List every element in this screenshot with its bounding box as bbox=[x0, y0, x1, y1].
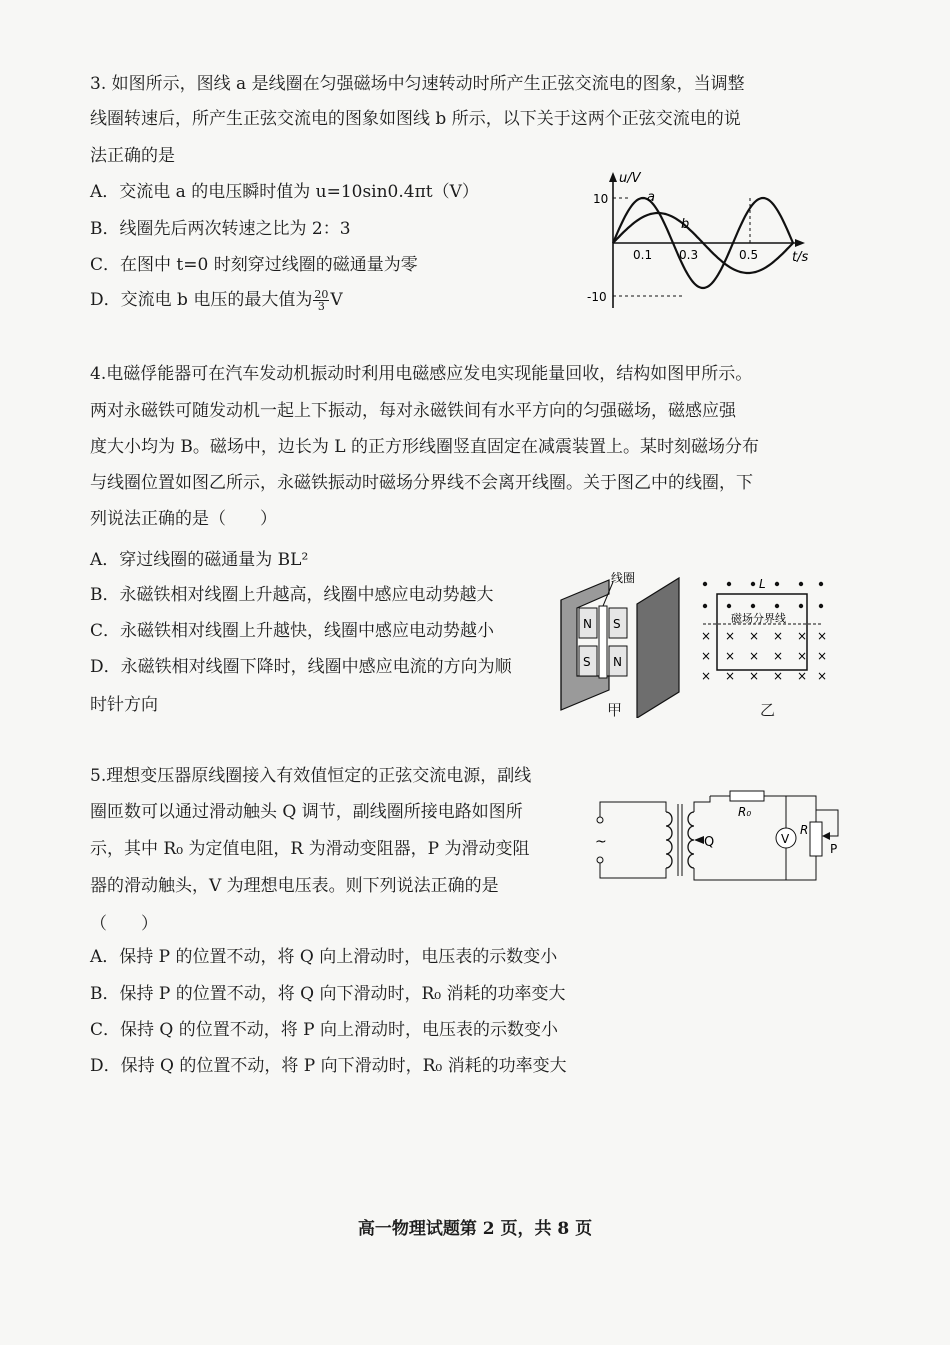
right-plate bbox=[637, 578, 679, 718]
field-dot bbox=[819, 604, 823, 608]
x-tick-0.3: 0.3 bbox=[679, 248, 699, 262]
field-cross: × bbox=[797, 649, 808, 663]
wire-r0-right bbox=[764, 796, 816, 822]
q3-option-b: B．线圈先后两次转速之比为 2：3 bbox=[90, 219, 351, 239]
l-label: L bbox=[759, 577, 766, 591]
wire-bottom bbox=[710, 856, 816, 880]
q5-option-d: D．保持 Q 的位置不动，将 P 向下滑动时，R₀ 消耗的功率变大 bbox=[90, 1056, 567, 1076]
q5-stem-line-1: 5.理想变压器原线圈接入有效值恒定的正弦交流电源，副线 bbox=[90, 766, 532, 786]
x-tick-0.5: 0.5 bbox=[739, 248, 759, 262]
q5-stem-line-3: 示，其中 R₀ 为定值电阻，R 为滑动变阻器，P 为滑动变阻 bbox=[90, 839, 530, 859]
fraction-denominator: 3 bbox=[317, 300, 325, 313]
field-cross: × bbox=[701, 629, 712, 643]
field-cross: × bbox=[749, 669, 760, 683]
q5-option-b: B．保持 P 的位置不动，将 Q 向下滑动时，R₀ 消耗的功率变大 bbox=[90, 984, 566, 1004]
field-cross: × bbox=[773, 669, 784, 683]
q3-graph bbox=[585, 168, 815, 313]
q3-stem-line-2: 线圈转速后，所产生正弦交流电的图象如图线 b 所示，以下关于这两个正弦交流电的说 bbox=[90, 109, 741, 129]
field-dot bbox=[799, 582, 803, 586]
slider-p bbox=[822, 832, 830, 840]
boundary-label: 磁场分界线 bbox=[731, 612, 786, 625]
field-dot bbox=[775, 582, 779, 586]
field-cross: × bbox=[725, 669, 736, 683]
x-axis-label: t/s bbox=[792, 250, 809, 265]
q3-stem-line-1: 3. 如图所示，图线 a 是线圈在匀强磁场中匀速转动时所产生正弦交流电的图象，当调整 bbox=[90, 74, 745, 94]
field-cross: × bbox=[725, 629, 736, 643]
q3-option-c: C．在图中 t=0 时刻穿过线圈的磁通量为零 bbox=[90, 255, 418, 275]
field-cross: × bbox=[749, 629, 760, 643]
field-cross: × bbox=[817, 669, 828, 683]
field-cross: × bbox=[701, 649, 712, 663]
q5-stem-line-2: 圈匝数可以通过滑动触头 Q 调节，副线圈所接电路如图所 bbox=[90, 802, 523, 822]
coil bbox=[599, 606, 607, 678]
terminal-bottom bbox=[597, 857, 603, 863]
field-dot bbox=[819, 582, 823, 586]
curve-a-label: a bbox=[647, 190, 655, 205]
field-cross: × bbox=[773, 629, 784, 643]
q3-option-a: A．交流电 a 的电压瞬时值为 u=10sin0.4πt（V） bbox=[90, 182, 479, 202]
q5-stem-line-4: 器的滑动触头，V 为理想电压表。则下列说法正确的是 bbox=[90, 876, 499, 896]
label-p: P bbox=[830, 842, 838, 856]
rheostat-r bbox=[810, 822, 822, 856]
fig-yi-caption: 乙 bbox=[760, 701, 776, 719]
q4-option-a: A．穿过线圈的磁通量为 BL² bbox=[90, 550, 309, 570]
fraction-numerator: 20 bbox=[314, 288, 329, 301]
primary-wire-top bbox=[600, 802, 666, 817]
field-cross: × bbox=[797, 669, 808, 683]
q3-stem-line-3: 法正确的是 bbox=[90, 146, 175, 166]
field-cross: × bbox=[701, 669, 712, 683]
field-dot bbox=[775, 604, 779, 608]
field-dot bbox=[727, 582, 731, 586]
q4-option-c: C．永磁铁相对线圈上升越快，线圈中感应电动势越小 bbox=[90, 621, 495, 641]
q4-stem-line-1: 4.电磁俘能器可在汽车发动机振动时利用电磁感应发电实现能量回收，结构如图甲所示。 bbox=[90, 364, 753, 384]
field-marks bbox=[701, 582, 827, 683]
label-s-left: S bbox=[583, 655, 591, 669]
field-dot bbox=[727, 604, 731, 608]
q3-option-d-text: D．交流电 b 电压的最大值为 bbox=[90, 290, 313, 310]
field-dot bbox=[703, 582, 707, 586]
label-r: R bbox=[800, 823, 809, 837]
slider-q bbox=[694, 836, 704, 844]
label-r0: R₀ bbox=[738, 805, 752, 819]
q4-option-d: D．永磁铁相对线圈下降时，线圈中感应电流的方向为顺 bbox=[90, 657, 512, 677]
primary-wire-bottom bbox=[600, 863, 666, 878]
terminal-top bbox=[597, 817, 603, 823]
q5-stem-line-5: （ ） bbox=[90, 914, 158, 934]
y-tick-10: 10 bbox=[593, 192, 609, 206]
label-q: Q bbox=[704, 835, 715, 850]
q4-stem-line-4: 与线圈位置如图乙所示，永磁铁振动时磁场分界线不会离开线圈。关于图乙中的线圈，下 bbox=[90, 473, 753, 493]
fig-jia-caption: 甲 bbox=[607, 701, 623, 719]
q5-option-a: A．保持 P 的位置不动，将 Q 向上滑动时，电压表的示数变小 bbox=[90, 947, 558, 967]
field-cross: × bbox=[817, 629, 828, 643]
label-s-right: S bbox=[613, 617, 621, 631]
field-dot bbox=[799, 604, 803, 608]
y-axis-label: u/V bbox=[619, 171, 641, 186]
q5-circuit bbox=[590, 790, 860, 890]
q5-option-c: C．保持 Q 的位置不动，将 P 向上滑动时，电压表的示数变小 bbox=[90, 1020, 558, 1040]
field-cross: × bbox=[817, 649, 828, 663]
field-cross: × bbox=[797, 629, 808, 643]
field-dot bbox=[703, 604, 707, 608]
x-axis-arrow bbox=[795, 239, 805, 247]
q4-fig-jia bbox=[555, 568, 695, 718]
label-v: V bbox=[781, 832, 790, 846]
resistor-r0 bbox=[730, 791, 764, 801]
q4-stem-line-5: 列说法正确的是（ ） bbox=[90, 509, 277, 529]
y-tick-neg10: -10 bbox=[587, 290, 607, 304]
primary-coil bbox=[666, 812, 672, 868]
q4-option-b: B．永磁铁相对线圈上升越高，线圈中感应电动势越大 bbox=[90, 585, 494, 605]
q4-fig-yi bbox=[695, 572, 830, 687]
fraction-unit: V bbox=[330, 290, 343, 310]
field-cross: × bbox=[773, 649, 784, 663]
y-axis-arrow bbox=[609, 172, 617, 182]
q4-stem-line-2: 两对永磁铁可随发动机一起上下振动，每对永磁铁间有水平方向的匀强磁场，磁感应强 bbox=[90, 401, 736, 421]
coil-label: 线圈 bbox=[611, 571, 636, 585]
secondary-bottom bbox=[694, 868, 710, 880]
secondary-top bbox=[694, 796, 710, 812]
curve-b-label: b bbox=[681, 217, 690, 232]
field-cross: × bbox=[725, 649, 736, 663]
field-dot bbox=[751, 604, 755, 608]
secondary-coil bbox=[688, 812, 694, 868]
field-dot bbox=[751, 582, 755, 586]
label-n-right: N bbox=[613, 655, 622, 669]
q4-option-d-cont: 时针方向 bbox=[90, 695, 158, 715]
fraction bbox=[313, 289, 329, 312]
label-n-left: N bbox=[583, 617, 592, 631]
page-footer: 高一物理试题第 2 页，共 8 页 bbox=[357, 1219, 593, 1239]
x-tick-0.1: 0.1 bbox=[633, 248, 653, 262]
q4-stem-line-3: 度大小均为 B。磁场中，边长为 L 的正方形线圈竖直固定在减震装置上。某时刻磁场分布 bbox=[90, 437, 759, 457]
q3-option-d bbox=[90, 289, 343, 312]
field-cross: × bbox=[749, 649, 760, 663]
ac-source-symbol: ~ bbox=[595, 834, 607, 850]
